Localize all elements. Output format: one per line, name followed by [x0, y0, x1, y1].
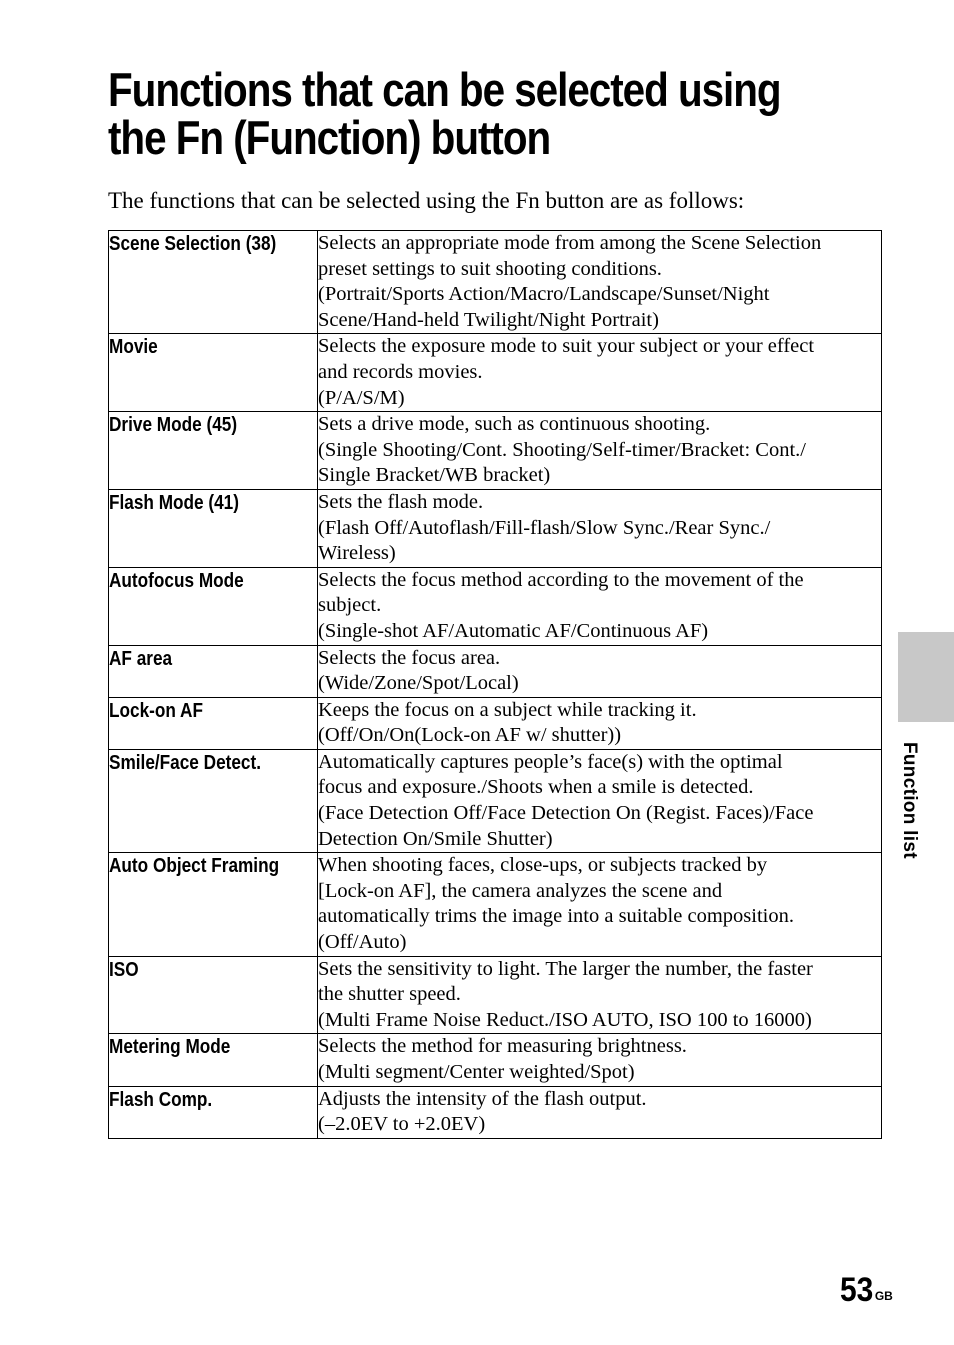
function-description-line: When shooting faces, close-ups, or subjects tracked by	[318, 854, 768, 877]
page-title	[108, 63, 781, 164]
function-description-line: (Single-shot AF/Automatic AF/Continuous AF)	[318, 619, 709, 642]
function-table	[108, 230, 882, 1139]
table-row	[109, 1086, 882, 1138]
function-description-line: (Portrait/Sports Action/Macro/Landscape/Sunset/Night	[318, 283, 770, 306]
function-description-cell	[318, 645, 882, 697]
section-tab	[898, 632, 954, 722]
section-label: Function list	[899, 742, 920, 859]
function-description-line: (P/A/S/M)	[318, 386, 405, 409]
function-description-cell	[318, 412, 882, 490]
function-description-cell	[318, 567, 882, 645]
function-description-cell	[318, 853, 882, 956]
function-name: ISO	[109, 958, 139, 981]
function-name-cell	[109, 489, 318, 567]
function-name-cell	[109, 567, 318, 645]
function-name: Movie	[109, 336, 158, 359]
function-description-line: Single Bracket/WB bracket)	[318, 464, 551, 487]
table-row	[109, 697, 882, 749]
function-description-line: Sets a drive mode, such as continuous shooting.	[318, 413, 711, 436]
function-description-line: (Single Shooting/Cont. Shooting/Self-timer/Bracket: Cont./	[318, 438, 806, 461]
function-description-line: (Face Detection Off/Face Detection On (Regist. Faces)/Face	[318, 802, 814, 825]
function-description-line: and records movies.	[318, 360, 483, 383]
function-name: Flash Comp.	[109, 1088, 213, 1111]
function-description-line: Detection On/Smile Shutter)	[318, 827, 553, 850]
function-description-line: subject.	[318, 594, 382, 617]
function-description-cell	[318, 489, 882, 567]
function-name-cell	[109, 1034, 318, 1086]
function-description-line: focus and exposure./Shoots when a smile is detected.	[318, 776, 754, 799]
function-name: Scene Selection (38)	[109, 233, 277, 255]
function-name: Autofocus Mode	[109, 569, 244, 592]
function-description-line: Sets the sensitivity to light. The larger the number, the faster	[318, 957, 813, 980]
function-description-line: Selects the exposure mode to suit your subject or your effect	[318, 335, 815, 358]
function-description-cell	[318, 231, 882, 334]
function-description-line: (–2.0EV to +2.0EV)	[318, 1113, 486, 1136]
function-description-line: preset settings to suit shooting conditions.	[318, 257, 662, 280]
function-name-cell	[109, 231, 318, 334]
function-description-line: [Lock-on AF], the camera analyzes the scene and	[318, 879, 723, 902]
page-number-suffix: GB	[874, 1289, 893, 1303]
table-row	[109, 749, 882, 852]
function-name: Lock-on AF	[109, 699, 203, 722]
page-title-line-1: Functions that can be selected using	[108, 63, 781, 116]
page-number	[840, 1268, 893, 1312]
function-description-line: (Off/Auto)	[318, 931, 407, 954]
function-description-line: (Multi segment/Center weighted/Spot)	[318, 1061, 635, 1083]
function-description-line: Selects the focus method according to the movement of the	[318, 568, 804, 591]
table-row	[109, 645, 882, 697]
function-name-cell	[109, 1086, 318, 1138]
function-description-line: Keeps the focus on a subject while tracking it.	[318, 698, 697, 721]
function-description-line: (Multi Frame Noise Reduct./ISO AUTO, ISO 100 to 16000)	[318, 1008, 812, 1031]
function-table-body	[109, 231, 882, 1139]
function-name: Auto Object Framing	[109, 855, 280, 878]
function-description-line: automatically trims the image into a suitable composition.	[318, 905, 794, 928]
page-number-value: 53	[840, 1271, 874, 1309]
table-row	[109, 412, 882, 490]
function-description-cell	[318, 1086, 882, 1138]
function-description-cell	[318, 956, 882, 1034]
function-description-cell	[318, 749, 882, 852]
function-description-line: (Wide/Zone/Spot/Local)	[318, 672, 519, 695]
table-row	[109, 489, 882, 567]
table-row	[109, 334, 882, 412]
function-description-line: Scene/Hand-held Twilight/Night Portrait)	[318, 308, 659, 331]
table-row	[109, 567, 882, 645]
function-name: Metering Mode	[109, 1036, 231, 1059]
function-description-line: (Flash Off/Autoflash/Fill-flash/Slow Sync./Rear Sync./	[318, 516, 771, 539]
function-name: Flash Mode (41)	[109, 491, 239, 514]
page-title-line-2: the Fn (Function) button	[108, 111, 551, 164]
function-description-line: the shutter speed.	[318, 983, 461, 1006]
function-description-line: Selects the focus area.	[318, 646, 501, 669]
function-name: AF area	[109, 647, 173, 670]
function-description-line: Wireless)	[318, 542, 396, 565]
function-name-cell	[109, 749, 318, 852]
function-name: Smile/Face Detect.	[109, 751, 262, 774]
function-description-cell	[318, 334, 882, 412]
function-description-line: (Off/On/On(Lock-on AF w/ shutter))	[318, 724, 622, 747]
function-description-line: Automatically captures people’s face(s) with the optimal	[318, 750, 783, 773]
table-row	[109, 1034, 882, 1086]
function-name-cell	[109, 853, 318, 956]
function-description-line: Selects the method for measuring brightness.	[318, 1035, 687, 1058]
function-name-cell	[109, 334, 318, 412]
table-row	[109, 231, 882, 334]
function-name-cell	[109, 697, 318, 749]
function-description-line: Sets the flash mode.	[318, 490, 484, 513]
function-description-line: Selects an appropriate mode from among the Scene Selection	[318, 232, 822, 254]
function-name-cell	[109, 956, 318, 1034]
table-row	[109, 956, 882, 1034]
function-description-cell	[318, 1034, 882, 1086]
function-description-cell	[318, 697, 882, 749]
intro-text: The functions that can be selected using the Fn button are as follows:	[108, 188, 745, 213]
table-row	[109, 853, 882, 956]
function-name-cell	[109, 412, 318, 490]
function-name: Drive Mode (45)	[109, 414, 238, 437]
function-description-line: Adjusts the intensity of the flash output.	[318, 1087, 647, 1110]
function-name-cell	[109, 645, 318, 697]
